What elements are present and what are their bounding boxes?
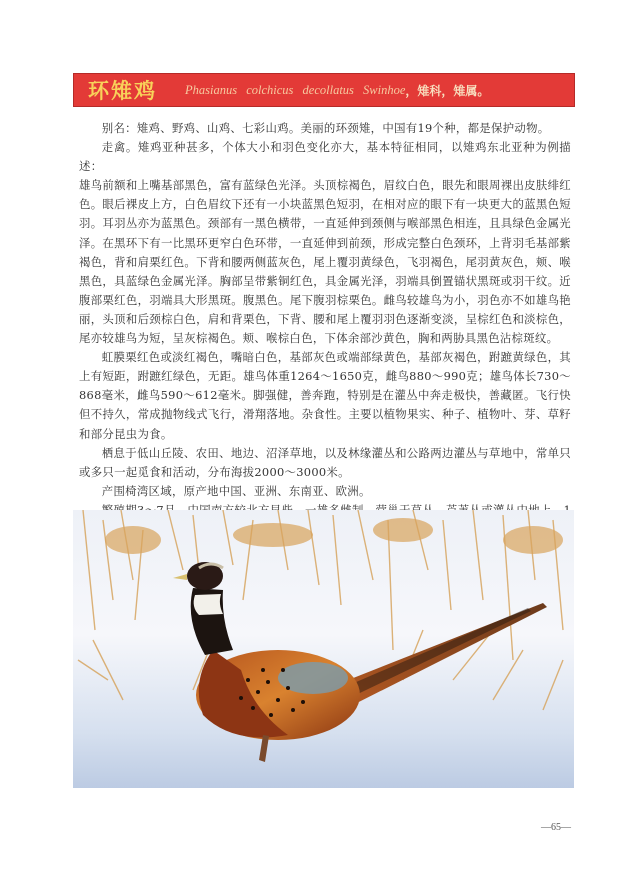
paragraph-measurements: 虹膜栗红色或淡红褐色，嘴暗白色，基部灰色或端部绿黄色，基部灰褐色，跗蹠黄绿色，其上有短距，跗蹠红绿色，无距。雄鸟体重1264～1650克，雌鸟880～990克；雄鸟体长730～868毫米，雌鸟590～612毫米。脚强健，善奔跑，特别是在灌丛中奔走极快，善藏匿。飞行快但不持久，常成抛物线式飞行，滑翔落地。杂食性。主要以植物果实、种子、植物叶、芽、草籽和部分昆虫为食。 [79,350,571,441]
paragraph-distribution: 产围椅湾区域，原产地中国、亚洲、东南亚、欧洲。 [101,483,371,498]
paragraph-aliases: 别名：雉鸡、野鸡、山鸡、七彩山鸡。美丽的环颈雉，中国有19个种，都是保护动物。 [101,121,550,135]
species-title-band [73,73,575,107]
paragraph-male-plumage: 雄鸟前额和上嘴基部黑色，富有蓝绿色光泽。头顶棕褐色，眉纹白色，眼先和眼周裸出皮肤绯红色。眼后裸皮上方，白色眉纹下还有一小块蓝黑色短羽，在相对应的眼下有一块更大的蓝黑色短羽。耳羽丛亦为蓝黑色。颈部有一黑色横带，一直延伸到颈侧与喉部黑色相连，且具绿色金属光泽。在黑环下有一比黑环更窄白色环带，一直延伸到前颈，形成完整白色颈环，上背羽毛基部紫褐色，背和肩栗红色。下背和腰两侧蓝灰色，尾上覆羽黄绿色，飞羽褐色，尾羽黄灰色，颊、喉黑色，具蓝绿色金属光泽。胸部呈带紫铜红色，具金属光泽，羽端具倒置锚状黑斑或羽干纹。近腹部栗红色，羽端具大形黑斑。腹黑色。尾下腹羽棕栗色。雌鸟较雄鸟为小，羽色亦不如雄鸟艳丽，头顶和后颈棕白色，肩和背栗色，下背、腰和尾上覆羽羽色逐渐变淡，呈棕红色和淡棕色，尾亦较雄鸟为短，呈灰棕褐色。颊、喉棕白色，下体余部沙黄色，胸和两胁具黑色沾棕斑纹。 [79,178,571,346]
species-latin-name: Phasianus colchicus decollatus Swinhoe [185,82,406,97]
pheasant-photo [73,510,574,788]
page-number: —65— [541,822,571,833]
pheasant-photo-icon [73,510,574,788]
species-taxonomy: ，雉科，雉属。 [405,83,490,98]
paragraph-habitat: 栖息于低山丘陵、农田、地边、沼泽草地，以及林缘灌丛和公路两边灌丛与草地中，常单只或多只一起觅食和活动，分布海拔2000～3000米。 [79,445,571,479]
paragraph-overview: 走禽。雉鸡亚种甚多，个体大小和羽色变化亦大，基本特征相同，以雉鸡东北亚种为例描述： [79,140,571,174]
species-title-chinese: 环雉鸡 [88,79,157,103]
